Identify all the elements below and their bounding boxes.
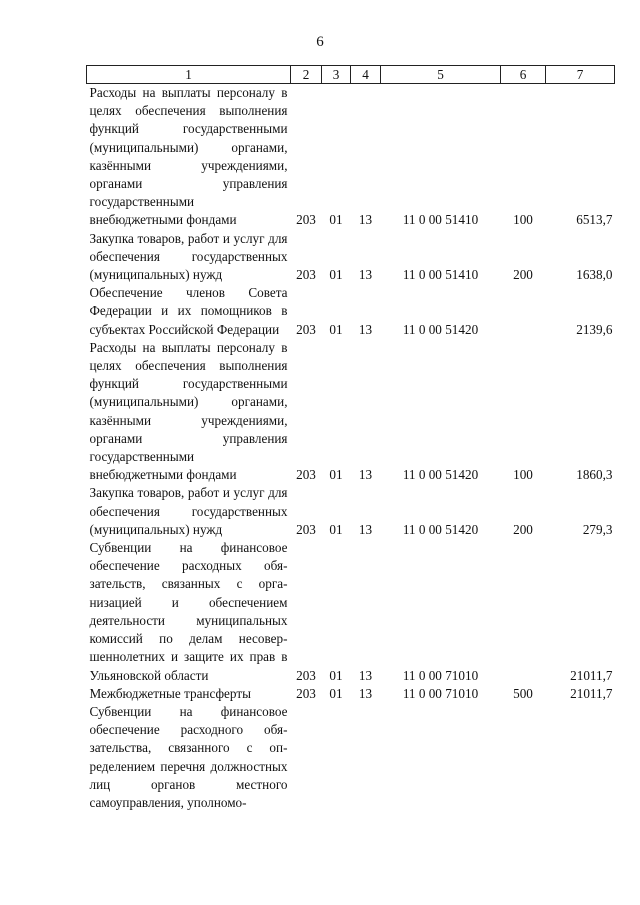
row-code: 11 0 00 51420 [402,521,479,537]
row-pr: 01 [329,321,343,337]
budget-table [86,65,615,812]
table-row [87,484,615,539]
row-vr [501,284,546,339]
row-sum: 1860,3 [576,467,613,483]
row-vr: 200 [513,267,533,283]
table-row [87,339,615,485]
row-rz: 203 [296,685,316,701]
row-pr: 01 [329,667,343,683]
row-pr [322,703,351,812]
row-vr: 100 [513,212,533,228]
table-row [87,284,615,339]
row-sum: 2139,6 [576,321,613,337]
row-code: 11 0 00 51410 [402,212,479,228]
row-code: 11 0 00 71010 [402,685,479,701]
header-col-3: 3 [322,66,351,84]
table-body [87,84,615,813]
row-code: 11 0 00 51410 [402,267,479,283]
row-name: Закупка товаров, работ и услуг для обеспечения государственных (муниципальных) нужд [89,230,288,283]
row-name: Расходы на выплаты персоналу в целях обеспечения выполнения функций государственными (муниципальными) органами, казёнными учреждениями, органами управления государственными внебюджетными фондами [89,339,288,483]
row-rz: 203 [296,667,316,683]
table-header [87,66,615,84]
row-sum: 279,3 [582,521,613,537]
page-number: 6 [316,34,324,50]
row-name: Обеспечение членов Совета Федерации и их помощников в субъектах Российской Федерации [89,285,288,337]
row-name: Межбюджетные трансферты [89,685,251,701]
row-name: Закупка товаров, работ и услуг для обеспечения государственных (муниципальных) нужд [89,485,288,537]
table-row [87,230,615,285]
row-name: Расходы на выплаты персоналу в целях обеспечения выполнения функций государственными (муниципальными) органами, казёнными учреждениями, органами управления государственными внебюджетными фондами [89,85,288,228]
row-cs: 13 [358,685,373,701]
row-cs: 13 [358,267,373,283]
row-name: Субвенции на финансовое обеспечение расходного обязательства, связанного с определением перечня должностных лиц органов местного самоуправления, уполномо- [89,703,288,810]
row-sum: 6513,7 [576,212,613,228]
row-cs: 13 [358,521,373,537]
header-col-7: 7 [546,66,615,84]
row-name: Субвенции на финансовое обеспечение расходных обязательств, связанных с организацией и обеспечением деятельности муниципальных комиссий по делам несовершеннолетних и защите их прав в Ульяновской области [89,540,288,683]
header-col-2: 2 [291,66,322,84]
row-rz: 203 [296,267,316,283]
table-row [87,703,615,812]
row-vr: 500 [513,685,533,701]
header-col-5: 5 [381,66,501,84]
row-rz: 203 [296,467,316,483]
row-pr: 01 [329,212,343,228]
row-pr: 01 [329,521,343,537]
row-vr [501,703,546,812]
row-rz: 203 [296,212,316,228]
header-col-4: 4 [351,66,381,84]
row-vr: 200 [513,521,533,537]
row-sum: 21011,7 [570,667,613,683]
row-pr: 01 [329,467,343,483]
row-pr: 01 [329,685,343,701]
row-code: 11 0 00 71010 [402,667,479,683]
row-cs: 13 [358,467,373,483]
header-row [87,66,615,84]
row-sum: 21011,7 [570,685,613,701]
row-code: 11 0 00 51420 [402,321,479,337]
row-sum: 1638,0 [576,267,613,283]
header-col-6: 6 [501,66,546,84]
table-row [87,539,615,685]
table-row [87,84,615,230]
row-vr: 100 [513,467,533,483]
row-rz [291,703,322,812]
row-cs: 13 [358,321,373,337]
row-cs: 13 [358,212,373,228]
row-rz: 203 [296,321,316,337]
row-cs [351,703,381,812]
row-sum [546,703,615,812]
row-code: 11 0 00 51420 [402,467,479,483]
header-col-1: 1 [87,66,291,84]
row-code [381,703,501,812]
table-row [87,685,615,703]
row-pr: 01 [329,267,343,283]
row-vr [501,539,546,685]
row-cs: 13 [358,667,373,683]
row-rz: 203 [296,521,316,537]
